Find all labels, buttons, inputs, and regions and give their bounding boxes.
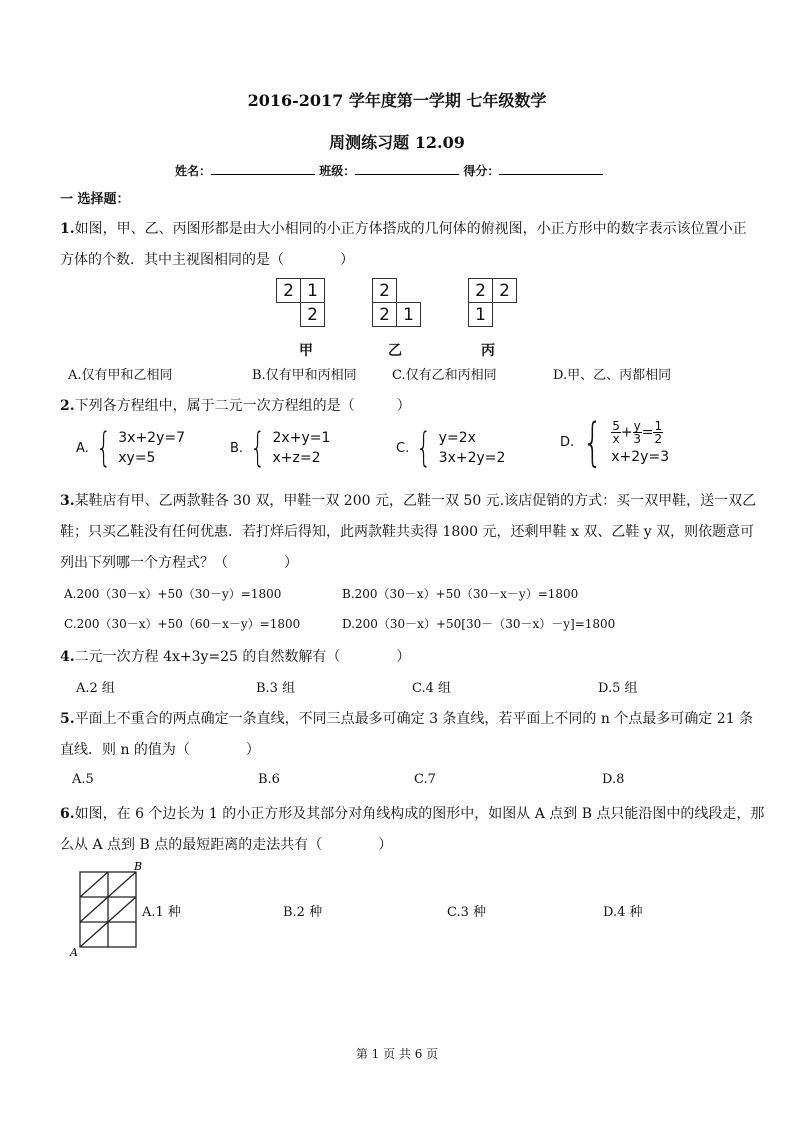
option-b[interactable]: B.2 种 bbox=[283, 905, 323, 920]
option-letter: D. bbox=[560, 435, 575, 450]
question-number: 6. bbox=[60, 806, 75, 822]
brace-icon: { bbox=[582, 412, 603, 473]
figure-label: 丙 bbox=[481, 343, 495, 359]
figure-label: 甲 bbox=[299, 343, 313, 359]
option-letter: C. bbox=[396, 440, 410, 456]
cube-cell: 2 bbox=[372, 302, 397, 327]
cube-cell: 1 bbox=[468, 302, 493, 327]
option-c[interactable] bbox=[396, 425, 506, 471]
question-3-line1 bbox=[60, 490, 756, 510]
option-c[interactable]: C.200（30－x）+50（60－x－y）=1800 bbox=[64, 617, 301, 631]
equation: 3x+2y=2 bbox=[438, 450, 506, 466]
class-label: 班级： bbox=[319, 164, 356, 178]
question-5-line1 bbox=[60, 708, 753, 728]
cube-cell: 2 bbox=[492, 278, 517, 303]
page-footer: 第 1 页 共 6 页 bbox=[355, 1047, 439, 1061]
fraction: $\frac{y}{3}$ bbox=[633, 419, 641, 446]
question-1-line2: 方体的个数．其中主视图相同的是（ ） bbox=[60, 252, 354, 268]
name-blank[interactable] bbox=[211, 162, 315, 175]
cube-cell: 2 bbox=[276, 278, 301, 303]
question-text: 某鞋店有甲、乙两款鞋各 30 双，甲鞋一双 200 元，乙鞋一双 50 元.该店促销的方式：买一双甲鞋，送一双乙 bbox=[74, 493, 757, 509]
section-heading: 一 选择题： bbox=[60, 192, 130, 207]
option-c[interactable]: C.3 种 bbox=[447, 905, 487, 920]
student-info-row bbox=[175, 162, 603, 179]
question-3-line3: 列出下列哪一个方程式？（ ） bbox=[60, 555, 298, 571]
option-b[interactable]: B.3 组 bbox=[256, 681, 296, 696]
equation: xy=5 bbox=[118, 450, 156, 466]
question-number: 2. bbox=[60, 398, 75, 414]
question-text: 平面上不重合的两点确定一条直线，不同三点最多可确定 3 条直线，若平面上不同的 n 个点最多可确定 21 条 bbox=[74, 711, 754, 727]
option-b[interactable]: B.6 bbox=[258, 772, 280, 787]
cube-cell: 2 bbox=[300, 302, 325, 327]
option-b[interactable] bbox=[230, 425, 331, 471]
question-number: 5. bbox=[60, 711, 75, 727]
name-label: 姓名： bbox=[175, 164, 212, 178]
question-4 bbox=[60, 646, 410, 666]
option-d[interactable] bbox=[560, 412, 670, 473]
brace-icon: { bbox=[95, 425, 112, 471]
question-6-line2: 么从 A 点到 B 点的最短距离的走法共有（ ） bbox=[60, 837, 393, 853]
cube-cell: 2 bbox=[468, 278, 493, 303]
option-d[interactable]: D.200（30－x）+50[30－（30－x）－y]=1800 bbox=[342, 617, 616, 631]
cube-cell: 1 bbox=[396, 302, 421, 327]
equation: 3x+2y=7 bbox=[118, 430, 186, 446]
equation: x+2y=3 bbox=[611, 449, 670, 465]
cube-cell: 1 bbox=[300, 278, 325, 303]
question-6-line1 bbox=[60, 803, 764, 823]
option-a[interactable]: A.5 bbox=[72, 772, 94, 787]
point-b-label: B bbox=[134, 860, 143, 873]
option-d[interactable]: D.5 组 bbox=[598, 681, 638, 696]
question-3-line2: 鞋；只买乙鞋没有任何优惠．若打烊后得知，此两款鞋共卖得 1800 元，还剩甲鞋 x 双、乙鞋 y 双，则依题意可 bbox=[60, 524, 755, 540]
brace-icon: { bbox=[416, 425, 432, 471]
option-a[interactable]: A.仅有甲和乙相同 bbox=[68, 368, 173, 383]
question-text: 下列各方程组中，属于二元一次方程组的是（ ） bbox=[74, 398, 411, 414]
question-number: 3. bbox=[60, 493, 75, 509]
option-letter: A. bbox=[76, 440, 89, 456]
question-2 bbox=[60, 395, 411, 415]
option-b[interactable]: B.仅有甲和丙相同 bbox=[252, 368, 357, 383]
question-number: 4. bbox=[60, 649, 75, 665]
option-d[interactable]: D.4 种 bbox=[603, 905, 643, 920]
page-subtitle: 周测练习题 12.09 bbox=[329, 133, 465, 152]
brace-icon: { bbox=[250, 425, 266, 471]
fraction: $\frac{1}{2}$ bbox=[654, 419, 663, 446]
option-d[interactable]: D.甲、乙、丙都相同 bbox=[553, 368, 672, 383]
question-text: 二元一次方程 4x+3y=25 的自然数解有（ ） bbox=[74, 649, 411, 665]
question-1-line1 bbox=[60, 218, 747, 238]
equation: 2x+y=1 bbox=[272, 430, 331, 446]
equation: $\frac{5}{x}$ + $\frac{y}{3}$ = $\frac{1}{2}$ bbox=[612, 419, 663, 446]
option-a[interactable]: A.2 组 bbox=[76, 681, 115, 696]
option-a[interactable]: A.200（30－x）+50（30－y）=1800 bbox=[64, 587, 282, 601]
score-blank[interactable] bbox=[499, 162, 603, 175]
option-b[interactable]: B.200（30－x）+50（30－x－y）=1800 bbox=[342, 587, 579, 601]
question-number: 1. bbox=[60, 221, 75, 237]
page-title: 2016-2017 学年度第一学期 七年级数学 bbox=[247, 91, 547, 110]
equation: y=2x bbox=[438, 430, 476, 446]
cube-cell: 2 bbox=[372, 278, 397, 303]
option-c[interactable]: C.仅有乙和丙相同 bbox=[392, 368, 497, 383]
score-label: 得分： bbox=[463, 164, 500, 178]
option-c[interactable]: C.4 组 bbox=[412, 681, 452, 696]
question-5-line2: 直线．则 n 的值为（ ） bbox=[60, 742, 260, 758]
option-d[interactable]: D.8 bbox=[602, 772, 625, 787]
option-c[interactable]: C.7 bbox=[414, 772, 436, 787]
question-text: 如图，在 6 个边长为 1 的小正方形及其部分对角线构成的图形中，如图从 A 点到 B 点只能沿图中的线段走，那 bbox=[74, 806, 765, 822]
option-a[interactable]: A.1 种 bbox=[142, 905, 181, 920]
option-a[interactable] bbox=[76, 425, 186, 471]
figure-label: 乙 bbox=[388, 343, 402, 359]
question-text: 如图，甲、乙、丙图形都是由大小相同的小正方体搭成的几何体的俯视图，小正方形中的数字表示该位置小正 bbox=[74, 221, 747, 237]
point-a-label: A bbox=[70, 946, 78, 959]
fraction: $\frac{5}{x}$ bbox=[612, 419, 620, 446]
class-blank[interactable] bbox=[355, 162, 459, 175]
equation: x+z=2 bbox=[272, 450, 321, 466]
option-letter: B. bbox=[230, 440, 244, 456]
grid-path-figure bbox=[64, 860, 144, 960]
